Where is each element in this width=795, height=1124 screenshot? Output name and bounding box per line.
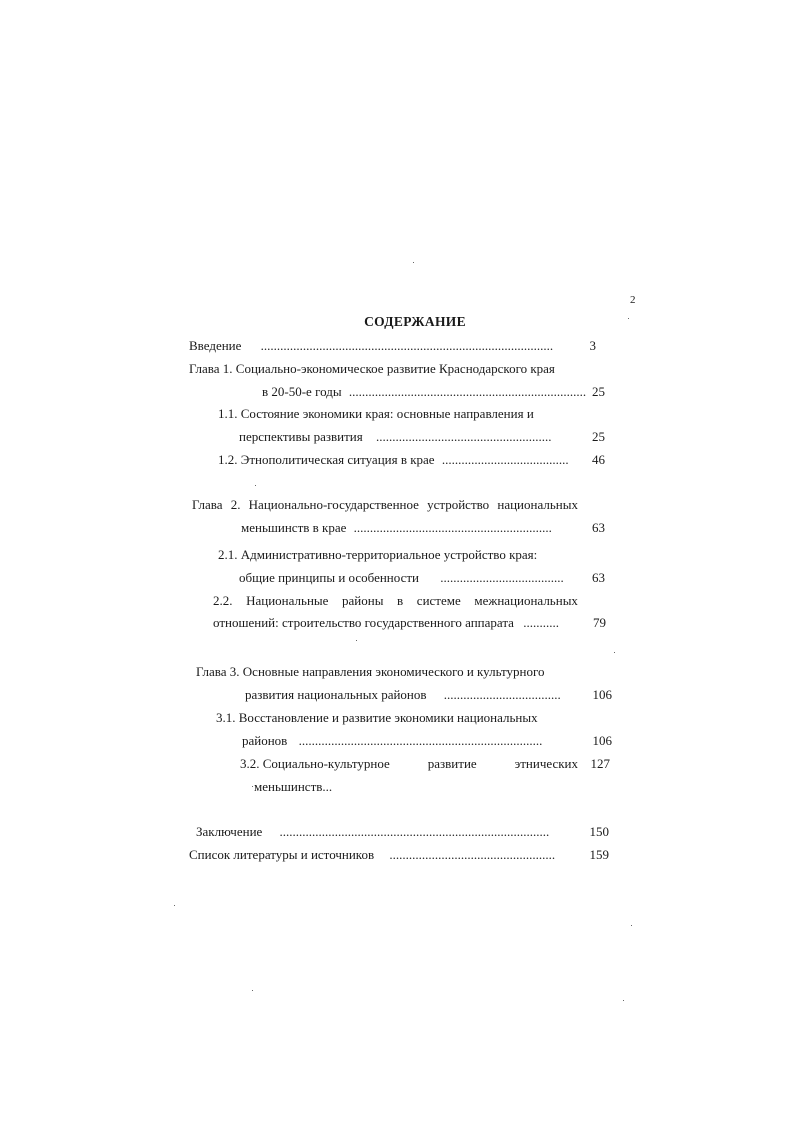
toc-word: этнических (514, 756, 578, 771)
toc-entry-conclusion (196, 824, 549, 840)
scan-speck (174, 905, 175, 906)
toc-section-2-1-cont (239, 570, 564, 586)
toc-entry-label: Список литературы и источников (189, 847, 375, 862)
toc-entry-label: перспективы развития (239, 429, 363, 444)
toc-entry-intro (189, 338, 553, 354)
toc-entry-label: отношений: строительство государственного аппарата (213, 615, 514, 630)
toc-chapter-1-cont (262, 384, 586, 400)
toc-page-number: 79 (593, 615, 606, 630)
toc-leader-dots: .................................... (443, 687, 561, 702)
toc-chapter-1-title: Глава 1. Социально-экономическое развитие Краснодарского края (189, 361, 555, 376)
toc-leader-dots: ....................................... (441, 452, 569, 467)
toc-page-number: 25 (592, 384, 605, 399)
toc-page-number: 3 (589, 338, 596, 353)
toc-word: Национально-государственное (248, 497, 419, 512)
toc-page-number: 159 (589, 847, 609, 862)
toc-word: межнациональных (474, 593, 578, 608)
toc-page-number: 25 (592, 429, 605, 444)
toc-leader-dots: ...................................................... (376, 429, 552, 444)
toc-word: 3.2. Социально-культурное (240, 756, 390, 771)
toc-section-3-2-title (240, 756, 578, 772)
toc-section-2-2-title (213, 593, 578, 609)
toc-page-number: 63 (592, 570, 605, 585)
toc-leader-dots: ................................................................................... (279, 824, 550, 839)
toc-entry-label: меньшинств в крае (241, 520, 347, 535)
scan-speck (255, 485, 256, 486)
toc-section-1-2 (218, 452, 569, 468)
toc-section-3-1-title: 3.1. Восстановление и развитие экономики национальных (216, 710, 538, 725)
toc-leader-dots: ........................................................................... (298, 733, 543, 748)
toc-page-number: 63 (592, 520, 605, 535)
scan-speck (623, 1000, 624, 1001)
scan-speck (631, 925, 632, 926)
toc-section-2-1-title: 2.1. Административно-территориальное устройство края: (218, 547, 538, 562)
page-number: 2 (630, 294, 636, 306)
toc-section-1-1-cont (239, 429, 552, 445)
toc-chapter-2-cont (241, 520, 552, 536)
toc-word: устройство (427, 497, 490, 512)
toc-section-3-2-cont: меньшинств... (254, 779, 333, 794)
toc-leader-dots: ...................................... (440, 570, 564, 585)
toc-page-number: 106 (592, 687, 612, 702)
toc-word: районы (342, 593, 384, 608)
toc-word: системе (416, 593, 461, 608)
toc-page-number: 46 (592, 452, 605, 467)
toc-entry-label: общие принципы и особенности (239, 570, 419, 585)
toc-chapter-3-cont (245, 687, 561, 703)
toc-section-3-1-cont (242, 733, 542, 749)
toc-word: 2. (230, 497, 241, 512)
toc-entry-label: Заключение (196, 824, 263, 839)
scan-speck (252, 786, 253, 787)
toc-entry-label: 1.2. Этнополитическая ситуация в крае (218, 452, 435, 467)
toc-word: Глава (192, 497, 223, 512)
toc-entry-label: развития национальных районов (245, 687, 427, 702)
toc-entry-references (189, 847, 555, 863)
toc-leader-dots: .......................................................................................... (260, 338, 554, 353)
toc-entry-label: в 20-50-е годы (262, 384, 342, 399)
toc-chapter-2-title (192, 497, 578, 513)
scan-speck (614, 652, 615, 653)
page-title: СОДЕРЖАНИЕ (364, 314, 466, 329)
toc-section-2-2-cont (213, 615, 559, 631)
toc-page-number: 127 (590, 756, 610, 771)
toc-entry-label: районов (242, 733, 288, 748)
toc-entry-label: Введение (189, 338, 242, 353)
toc-leader-dots: ............................................................. (353, 520, 552, 535)
toc-chapter-3-title: Глава 3. Основные направления экономического и культурного (196, 664, 545, 679)
toc-word: национальных (497, 497, 578, 512)
toc-word: развитие (427, 756, 477, 771)
toc-section-1-1-title: 1.1. Состояние экономики края: основные направления и (218, 406, 534, 421)
toc-word: Национальные (246, 593, 329, 608)
toc-leader-dots: ........... (523, 615, 559, 630)
toc-page-number: 150 (589, 824, 609, 839)
toc-page-number: 106 (592, 733, 612, 748)
scan-speck (356, 640, 357, 641)
toc-leader-dots: ......................................................................... (348, 384, 587, 399)
scan-speck (252, 990, 253, 991)
toc-word: в (397, 593, 404, 608)
toc-word: 2.2. (213, 593, 233, 608)
scan-speck (413, 262, 414, 263)
toc-leader-dots: ................................................... (389, 847, 556, 862)
scan-speck (628, 318, 629, 319)
